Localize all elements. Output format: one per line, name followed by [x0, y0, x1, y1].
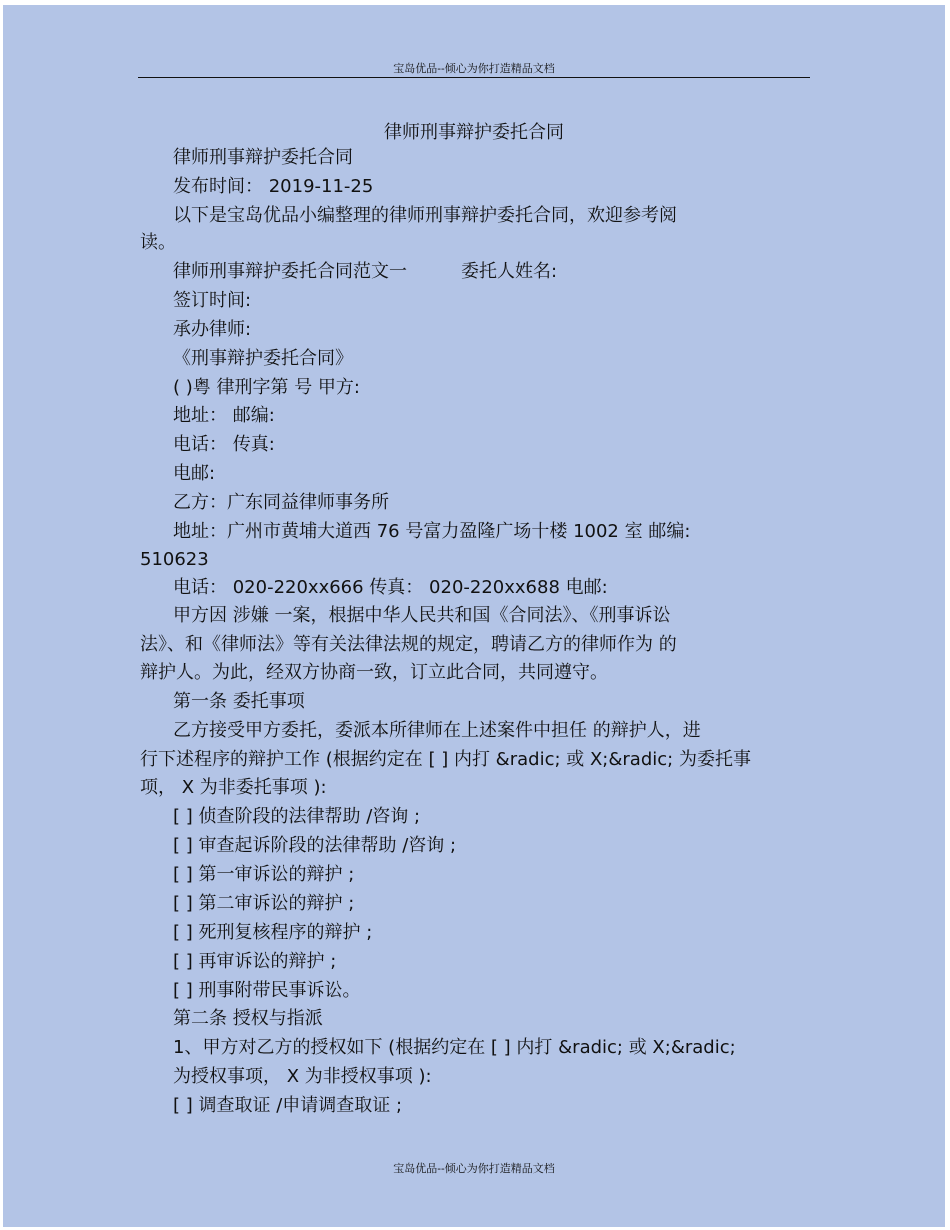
body-line: 地址：广州市黄埔大道西 76 号富力盈隆广场十楼 1002 室 邮编: [173, 521, 691, 542]
body-line: 乙方接受甲方委托，委派本所律师在上述案件中担任 的辩护人，进 [173, 720, 701, 741]
page-header: 宝岛优品--倾心为你打造精品文档 [393, 62, 555, 75]
body-line: 电话： 020-220xx666 传真： 020-220xx688 电邮: [173, 577, 608, 598]
body-line: 项， X 为非委托事项 ): [140, 777, 327, 798]
header-divider [138, 77, 810, 78]
body-line: 承办律师: [173, 319, 252, 340]
body-line: [ ] 死刑复核程序的辩护 ; [173, 922, 373, 943]
body-line: 律师刑事辩护委托合同范文一 委托人姓名: [173, 261, 558, 282]
body-line: [ ] 调查取证 /申请调查取证 ; [173, 1095, 403, 1116]
page-footer: 宝岛优品--倾心为你打造精品文档 [393, 1162, 555, 1175]
body-line: 第二条 授权与指派 [173, 1008, 323, 1029]
body-line: [ ] 再审诉讼的辩护 ; [173, 951, 337, 972]
body-line: 为授权事项， X 为非授权事项 ): [173, 1066, 432, 1087]
body-line: 电邮: [173, 463, 216, 484]
body-line: [ ] 第一审诉讼的辩护 ; [173, 864, 355, 885]
document-page [3, 5, 945, 1227]
body-line: 乙方：广东同益律师事务所 [173, 492, 389, 513]
body-line: 法》、和《律师法》等有关法律法规的规定，聘请乙方的律师作为 的 [140, 634, 677, 655]
body-line: 《刑事辩护委托合同》 [173, 348, 353, 369]
body-line: 律师刑事辩护委托合同 [173, 147, 353, 168]
body-line: ( )粤 律刑字第 号 甲方: [173, 377, 360, 398]
body-line: 签订时间: [173, 290, 252, 311]
body-line: [ ] 侦查阶段的法律帮助 /咨询 ; [173, 806, 421, 827]
body-line: 辩护人。为此，经双方协商一致，订立此合同，共同遵守。 [140, 662, 608, 683]
body-line: [ ] 刑事附带民事诉讼。 [173, 980, 361, 1001]
body-line: 发布时间： 2019-11-25 [173, 176, 374, 197]
body-line: 读。 [140, 232, 176, 253]
body-line: 510623 [140, 549, 209, 570]
body-line: 行下述程序的辩护工作 (根据约定在 [ ] 内打 &radic; 或 X;&radic; 为委托事 [140, 749, 751, 770]
body-line: [ ] 第二审诉讼的辩护 ; [173, 893, 355, 914]
body-line: 电话： 传真: [173, 434, 275, 455]
body-line: 以下是宝岛优品小编整理的律师刑事辩护委托合同，欢迎参考阅 [173, 205, 677, 226]
body-line: 地址： 邮编: [173, 405, 275, 426]
body-line: 第一条 委托事项 [173, 691, 305, 712]
body-line: 1、甲方对乙方的授权如下 (根据约定在 [ ] 内打 &radic; 或 X;&radic; [173, 1037, 736, 1058]
document-title: 律师刑事辩护委托合同 [384, 122, 564, 143]
body-line: 甲方因 涉嫌 一案，根据中华人民共和国《合同法》、《刑事诉讼 [173, 605, 671, 626]
body-line: [ ] 审查起诉阶段的法律帮助 /咨询 ; [173, 835, 457, 856]
